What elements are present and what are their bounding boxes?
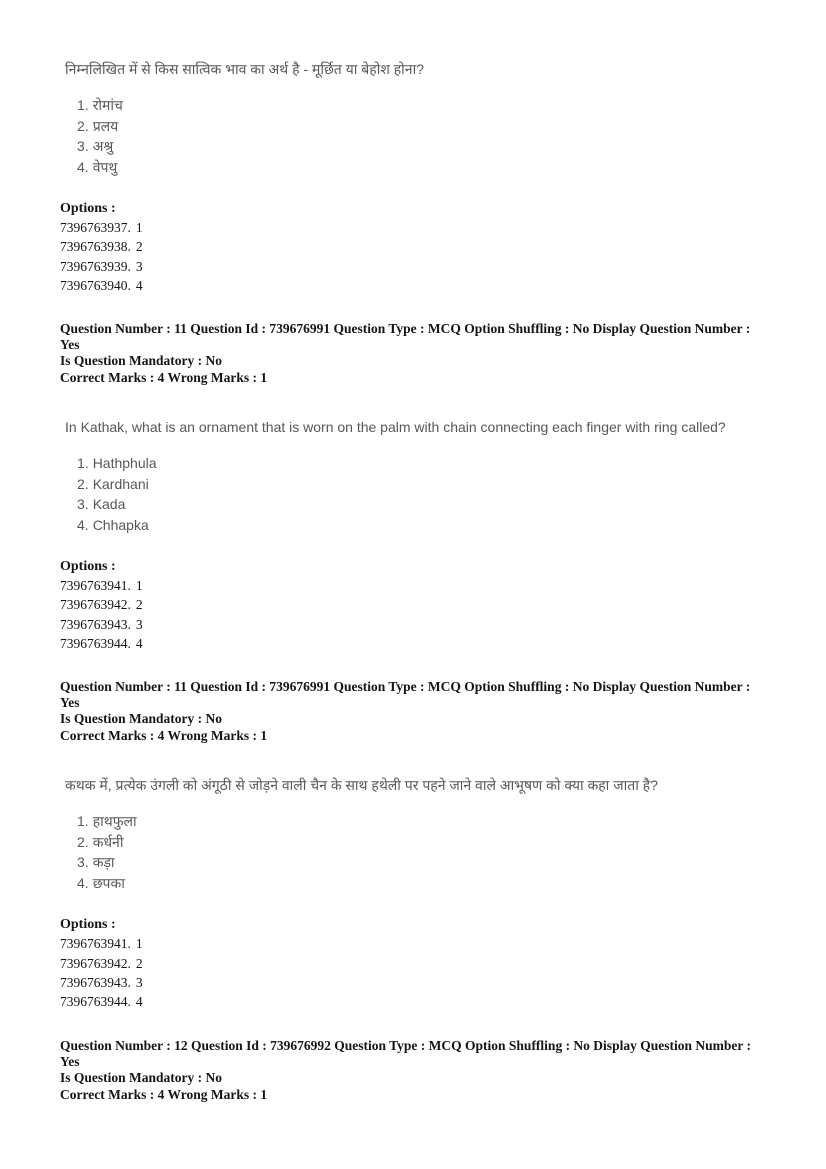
choice-item [77, 453, 768, 474]
options-block [60, 557, 768, 653]
choice-label: हाथफुला [92, 813, 137, 830]
option-choice-number: 2 [135, 239, 143, 255]
choice-number: 1. [77, 455, 89, 472]
option-id-row [60, 257, 768, 276]
choice-label: कर्धनी [92, 833, 124, 850]
option-id-row [60, 576, 768, 595]
choice-list [77, 95, 768, 177]
question-text: कथक में, प्रत्येक उंगली को अंगूठी से जोड़ने वाली चैन के साथ हथेली पर पहने जाने वाले आभूषण को क्या कहा जाता है? [65, 777, 658, 794]
choice-item [77, 873, 768, 894]
choice-number: 1. [77, 97, 89, 113]
option-choice-number: 3 [135, 974, 143, 990]
choice-item [77, 95, 768, 116]
choice-item [77, 811, 768, 832]
question-block-1 [60, 60, 768, 386]
choice-item [77, 136, 768, 157]
choice-number: 2. [77, 117, 89, 134]
meta-marks: Correct Marks : 4 Wrong Marks : 1 [60, 728, 268, 744]
choice-label: रोमांच [92, 97, 123, 113]
option-id: 7396763943. [60, 616, 131, 632]
choice-number: 4. [77, 874, 89, 891]
meta-marks: Correct Marks : 4 Wrong Marks : 1 [60, 1086, 268, 1102]
option-id: 7396763939. [60, 258, 131, 274]
meta-line-1: Question Number : 11 Question Id : 739676991 Question Type : MCQ Option Shuffling : No Display Question Number : Yes [60, 679, 751, 711]
meta-line-1: Question Number : 12 Question Id : 739676992 Question Type : MCQ Option Shuffling : No Display Question Number : Yes [60, 1037, 751, 1069]
question-block-3 [60, 776, 768, 1102]
meta-line-2: Is Question Mandatory : No [60, 353, 223, 369]
choice-label: वेपथु [92, 158, 118, 175]
meta-line-2: Is Question Mandatory : No [60, 1069, 223, 1085]
options-block [60, 199, 768, 295]
choice-label: प्रलय [92, 117, 119, 134]
option-choice-number: 4 [135, 277, 143, 293]
option-choice-number: 2 [135, 597, 143, 613]
choice-number: 3. [77, 138, 89, 154]
question-meta [60, 1038, 768, 1103]
option-id: 7396763943. [60, 974, 131, 990]
option-id-row [60, 934, 768, 953]
option-choice-number: 4 [135, 994, 143, 1010]
choice-item [77, 832, 768, 853]
option-id-row [60, 615, 768, 634]
choice-item [77, 157, 768, 178]
choice-item [77, 116, 768, 137]
question-meta [60, 321, 768, 386]
options-label: Options : [60, 201, 116, 216]
choice-number: 3. [77, 854, 89, 871]
option-id-row [60, 237, 768, 256]
choice-item [77, 852, 768, 873]
choice-number: 3. [77, 496, 89, 513]
option-id-row [60, 992, 768, 1011]
choice-label: अश्रु [92, 138, 114, 154]
choice-label: Kardhani [92, 475, 149, 492]
option-choice-number: 3 [135, 616, 143, 632]
option-id-row [60, 954, 768, 973]
choice-label: Chhapka [92, 516, 149, 533]
option-id: 7396763944. [60, 636, 131, 652]
choice-item [77, 515, 768, 536]
meta-marks: Correct Marks : 4 Wrong Marks : 1 [60, 370, 268, 386]
option-id-row [60, 595, 768, 614]
option-id: 7396763941. [60, 936, 131, 952]
choice-number: 4. [77, 516, 89, 533]
choice-label: Kada [92, 496, 126, 513]
option-id-row [60, 276, 768, 295]
choice-number: 4. [77, 158, 89, 175]
option-id-row [60, 218, 768, 237]
meta-line-2: Is Question Mandatory : No [60, 711, 223, 727]
question-text: निम्नलिखित में से किस सात्विक भाव का अर्थ है - मूर्छित या बेहोश होना? [65, 61, 424, 77]
choice-item [77, 494, 768, 515]
option-id: 7396763944. [60, 994, 131, 1010]
option-id: 7396763937. [60, 220, 131, 235]
option-id-row [60, 634, 768, 653]
option-choice-number: 1 [135, 220, 143, 235]
option-choice-number: 2 [135, 955, 143, 971]
option-id: 7396763942. [60, 955, 131, 971]
option-choice-number: 3 [135, 258, 143, 274]
option-id: 7396763938. [60, 239, 131, 255]
question-block-2 [60, 418, 768, 744]
option-id: 7396763942. [60, 597, 131, 613]
choice-number: 1. [77, 813, 89, 830]
question-text: In Kathak, what is an ornament that is worn on the palm with chain connecting each finger with ring called? [65, 419, 726, 436]
option-id-row [60, 973, 768, 992]
meta-line-1: Question Number : 11 Question Id : 739676991 Question Type : MCQ Option Shuffling : No Display Question Number : Yes [60, 321, 751, 353]
choice-number: 2. [77, 833, 89, 850]
option-choice-number: 1 [135, 936, 143, 952]
question-meta [60, 679, 768, 744]
choice-list [77, 811, 768, 893]
options-label: Options : [60, 917, 116, 933]
choice-label: कड़ा [92, 854, 115, 871]
choice-label: Hathphula [92, 455, 157, 472]
choice-list [77, 453, 768, 535]
choice-number: 2. [77, 475, 89, 492]
choice-item [77, 474, 768, 495]
option-id: 7396763940. [60, 277, 131, 293]
choice-label: छपका [92, 874, 125, 891]
option-choice-number: 1 [135, 578, 143, 594]
options-block [60, 915, 768, 1011]
options-label: Options : [60, 559, 116, 575]
option-id: 7396763941. [60, 578, 131, 594]
option-choice-number: 4 [135, 636, 143, 652]
